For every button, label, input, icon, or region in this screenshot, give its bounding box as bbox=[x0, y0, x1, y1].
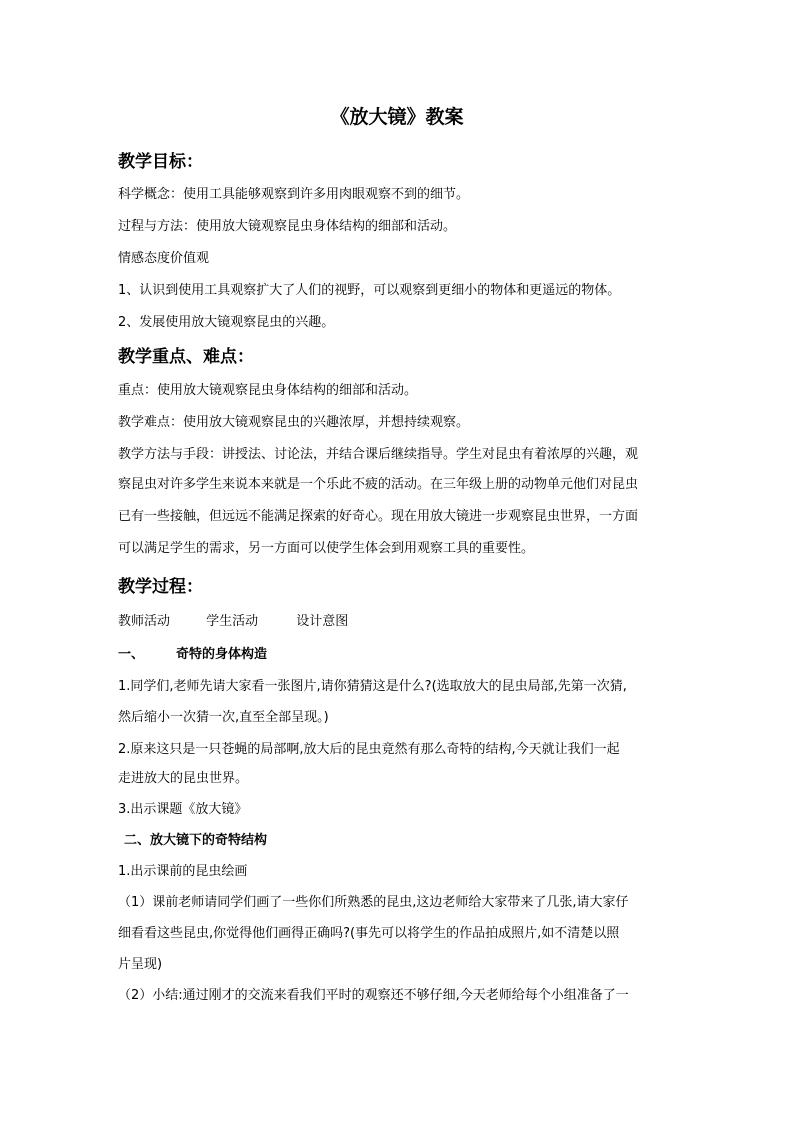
part1-line: 1.同学们,老师先请大家看一张图片,请你猜猜这是什么?(选取放大的昆虫局部,先第一次猜, bbox=[118, 679, 627, 694]
part2-line: 1.出示课前的昆虫绘画 bbox=[118, 864, 248, 879]
part1-line: 2.原来这只是一只苍蝇的局部啊,放大后的昆虫竟然有那么奇特的结构,今天就让我们一起 bbox=[118, 742, 620, 757]
part1-title: 奇特的身体构造 bbox=[176, 647, 268, 662]
part1-heading bbox=[118, 645, 688, 665]
page-title: 《放大镜》教案 bbox=[330, 106, 464, 128]
process-heading: 教学过程： bbox=[118, 577, 203, 597]
goals-line: 1、认识到使用工具观察扩大了人们的视野，可以观察到更细小的物体和更遥远的物体。 bbox=[118, 283, 621, 298]
key-points-line: 察昆虫对许多学生来说本来就是一个乐此不疲的活动。在三年级上册的动物单元他们对昆虫 bbox=[118, 477, 639, 492]
part1-line: 走进放大的昆虫世界。 bbox=[118, 771, 249, 786]
part1-line: 然后缩小一次猜一次,直至全部呈现。) bbox=[118, 710, 329, 725]
key-points-line: 重点：使用放大镜观察昆虫身体结构的细部和活动。 bbox=[118, 383, 418, 398]
key-points-line: 教学方法与手段：讲授法、讨论法，并结合课后继续指导。学生对昆虫有着浓厚的兴趣，观 bbox=[118, 447, 639, 462]
part2-line: （2）小结:通过刚才的交流来看我们平时的观察还不够仔细,今天老师给每个小组准备了一 bbox=[118, 988, 629, 1003]
key-points-line: 可以满足学生的需求，另一方面可以使学生体会到用观察工具的重要性。 bbox=[118, 541, 535, 556]
part2-line: 细看看这些昆虫,你觉得他们画得正确吗?(事先可以将学生的作品拍成照片,如不清楚以照 bbox=[118, 926, 620, 941]
column-design: 设计意图 bbox=[296, 614, 349, 629]
goals-line: 情感态度价值观 bbox=[118, 251, 210, 266]
part1-line: 3.出示课题《放大镜》 bbox=[118, 802, 248, 817]
part1-number: 一、 bbox=[118, 647, 145, 662]
part2-line: （1）课前老师请同学们画了一些你们所熟悉的昆虫,这边老师给大家带来了几张,请大家仔 bbox=[118, 895, 629, 910]
key-points-heading: 教学重点、难点： bbox=[118, 347, 254, 367]
goals-line: 过程与方法：使用放大镜观察昆虫身体结构的细部和活动。 bbox=[118, 219, 457, 234]
goals-line: 2、发展使用放大镜观察昆虫的兴趣。 bbox=[118, 315, 335, 330]
column-student: 学生活动 bbox=[206, 614, 259, 629]
column-teacher: 教师活动 bbox=[118, 614, 171, 629]
part2-heading: 二、放大镜下的奇特结构 bbox=[124, 833, 268, 848]
goals-heading: 教学目标： bbox=[118, 152, 203, 172]
key-points-line: 已有一些接触，但远远不能满足探索的好奇心。现在用放大镜进一步观察昆虫世界，一方面 bbox=[118, 509, 639, 524]
activity-columns bbox=[118, 612, 688, 632]
goals-line: 科学概念：使用工具能够观察到许多用肉眼观察不到的细节。 bbox=[118, 187, 470, 202]
part2-line: 片呈现) bbox=[118, 957, 163, 972]
key-points-line: 教学难点：使用放大镜观察昆虫的兴趣浓厚，并想持续观察。 bbox=[118, 415, 470, 430]
